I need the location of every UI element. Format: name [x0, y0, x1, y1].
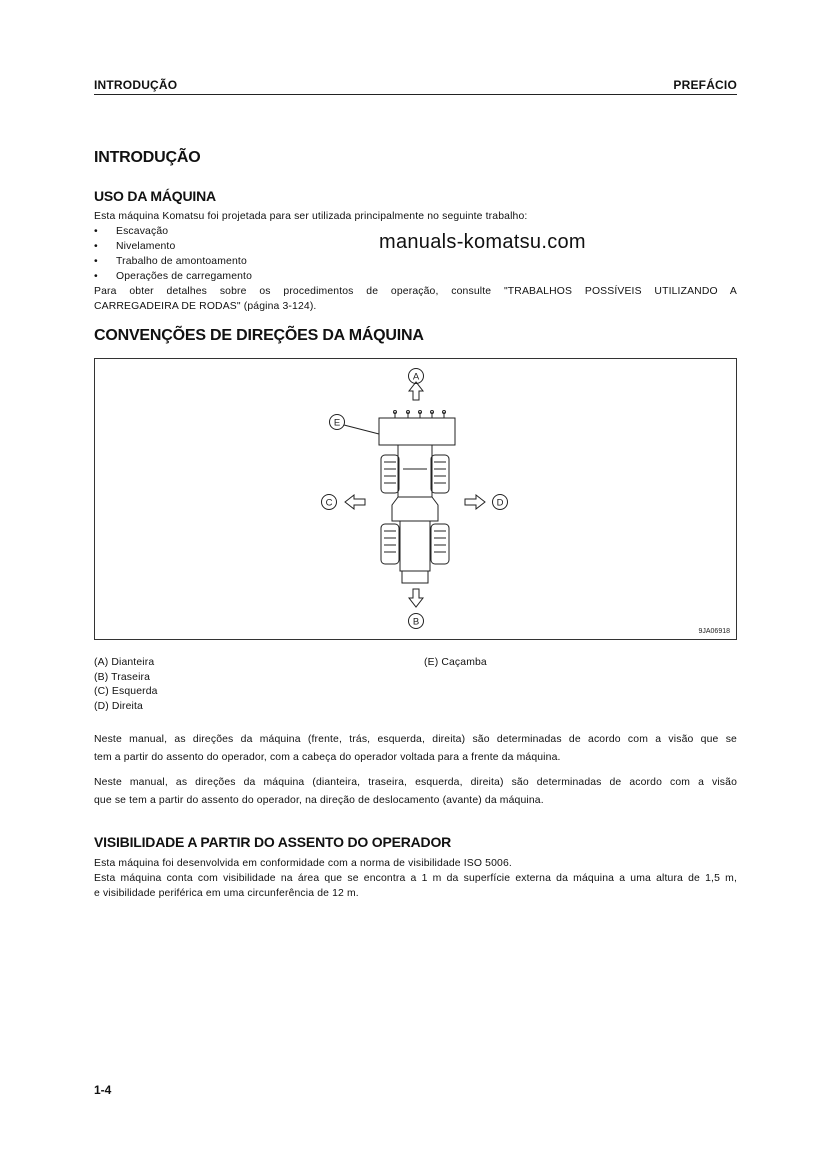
- counterweight: [402, 571, 428, 583]
- header-rule: [94, 94, 737, 95]
- front-right-tire: [431, 455, 449, 493]
- legend-item: (C) Esquerda: [94, 686, 158, 697]
- figure-legend-left: [94, 655, 158, 713]
- rear-frame: [400, 521, 430, 571]
- arrow-down-icon: [409, 589, 423, 607]
- running-header-left: INTRODUÇÃO: [94, 78, 178, 92]
- label-c: C: [325, 497, 333, 509]
- arrow-up-icon: [409, 382, 423, 400]
- legend-item: (B) Traseira: [94, 671, 151, 683]
- uso-section: [94, 209, 737, 314]
- vis-line: Esta máquina conta com visibilidade na área que se encontra a 1 m da superfície externa da máquina a uma altura de 1,5 m,: [94, 873, 737, 884]
- figure-legend-right: [424, 655, 487, 670]
- paragraph-line: que se tem a partir do assento do operador, na direção de deslocamento (avante) da máquina.: [94, 795, 544, 806]
- label-b: B: [412, 616, 420, 628]
- paragraph-line: Neste manual, as direções da máquina (frente, trás, esquerda, direita) são determinadas de acordo com a visão que se: [94, 734, 737, 745]
- running-header-right: PREFÁCIO: [673, 78, 737, 92]
- list-item: • Operações de carregamento: [94, 269, 737, 284]
- paragraph-direction-1: [94, 732, 737, 765]
- uso-intro: Esta máquina Komatsu foi projetada para ser utilizada principalmente no seguinte trabalho:: [94, 211, 528, 222]
- list-item: • Escavação: [94, 224, 737, 239]
- list-item: • Nivelamento: [94, 239, 737, 254]
- uso-outro-line-2: CARREGADEIRA DE RODAS" (página 3-124).: [94, 301, 317, 312]
- bucket-shape: [379, 418, 455, 445]
- legend-item: (A) Dianteira: [94, 657, 155, 668]
- page-number: 1-4: [94, 1083, 112, 1097]
- vis-line: e visibilidade periférica em uma circunferência de 12 m.: [94, 888, 359, 899]
- section-heading-vis: VISIBILIDADE A PARTIR DO ASSENTO DO OPERADOR: [94, 834, 452, 850]
- label-d: D: [496, 497, 504, 509]
- legend-item: (E) Caçamba: [424, 657, 487, 668]
- list-item: • Trabalho de amontoamento: [94, 254, 737, 269]
- arrow-left-icon: [345, 495, 365, 509]
- page-title: INTRODUÇÃO: [94, 149, 201, 166]
- front-frame: [398, 445, 432, 497]
- cab-outline: [392, 497, 438, 521]
- leader-line-e: [344, 425, 379, 434]
- paragraph-direction-2: [94, 775, 737, 808]
- front-left-tire: [381, 455, 399, 493]
- vis-line: Esta máquina foi desenvolvida em conformidade com a norma de visibilidade ISO 5006.: [94, 858, 512, 869]
- uso-outro-line-1: Para obter detalhes sobre os procedimentos de operação, consulte "TRABALHOS POSSÍVEIS UTILIZANDO A: [94, 286, 737, 297]
- direction-figure: [94, 358, 737, 640]
- watermark: manuals-komatsu.com: [379, 231, 586, 253]
- figure-code: 9JA06918: [698, 628, 730, 635]
- rear-left-tire: [381, 524, 399, 564]
- arrow-right-icon: [465, 495, 485, 509]
- paragraph-line: tem a partir do assento do operador, com a cabeça do operador voltada para a frente da máquina.: [94, 752, 561, 763]
- section-heading-conv: CONVENÇÕES DE DIREÇÕES DA MÁQUINA: [94, 327, 424, 344]
- label-e: E: [333, 417, 341, 429]
- legend-item: (D) Direita: [94, 700, 143, 712]
- vis-section: [94, 856, 737, 901]
- rear-right-tire: [431, 524, 449, 564]
- label-a: A: [412, 371, 420, 383]
- machine-top-view-diagram: [95, 359, 736, 639]
- paragraph-line: Neste manual, as direções da máquina (dianteira, traseira, esquerda, direita) são determinadas de acordo com a visão: [94, 777, 737, 788]
- section-heading-uso: USO DA MÁQUINA: [94, 188, 216, 204]
